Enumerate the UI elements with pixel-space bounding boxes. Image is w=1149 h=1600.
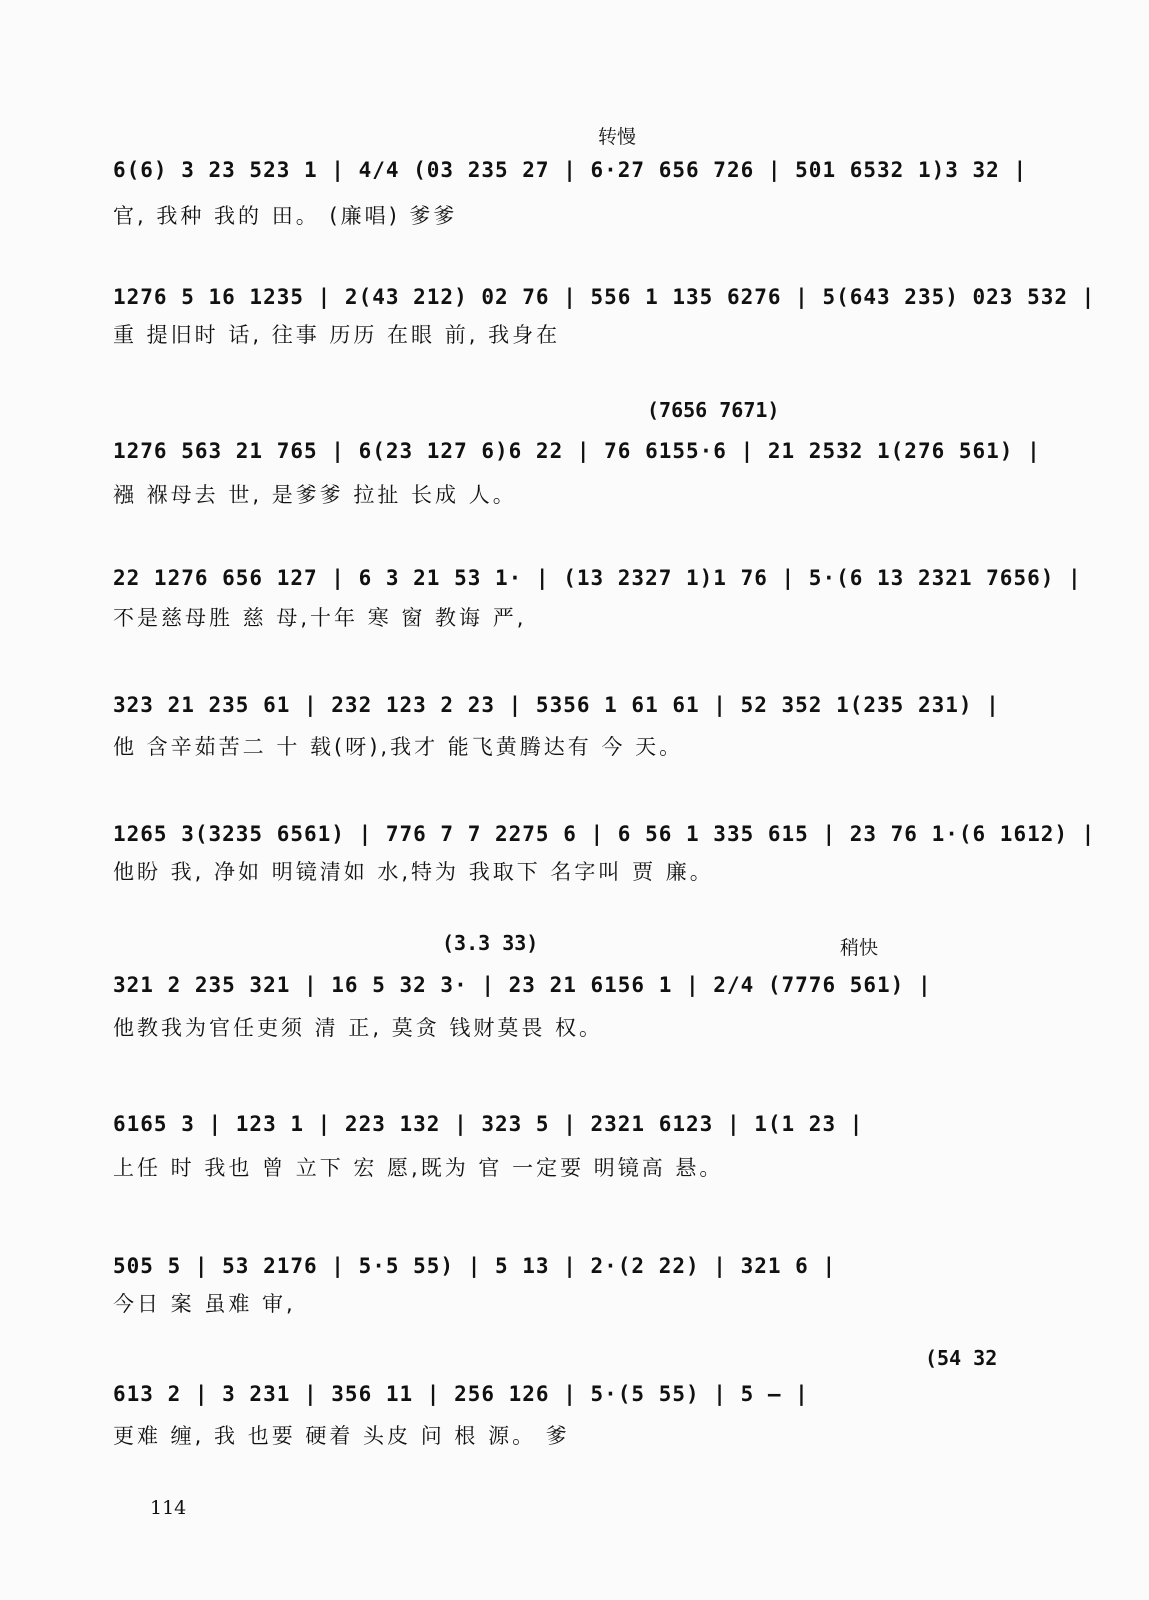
notation-line: 6(6) 3 23 523 1 | 4/4 (03 235 27 | 6·27 656 726 | 501 6532 1)3 32 | bbox=[113, 158, 1028, 182]
lyric-line: 他盼 我, 净如 明镜清如 水,特为 我取下 名字叫 贾 廉。 bbox=[113, 860, 714, 884]
tempo-mark-faster: 稍快 bbox=[840, 937, 879, 959]
notation-line: 505 5 | 53 2176 | 5·5 55) | 5 13 | 2·(2 22) | 321 6 | bbox=[113, 1254, 837, 1278]
notation-line: 321 2 235 321 | 16 5 32 3· | 23 21 6156 1 | 2/4 (7776 561) | bbox=[113, 973, 932, 997]
ornament-notes: (54 32 bbox=[925, 1346, 998, 1370]
lyric-line: 更难 缠, 我 也要 硬着 头皮 问 根 源。 爹 bbox=[113, 1424, 570, 1448]
lyric-line: 重 提旧时 话, 往事 历历 在眼 前, 我身在 bbox=[113, 323, 561, 347]
lyric-line: 今日 案 虽难 审, bbox=[113, 1292, 296, 1316]
lyric-line: 上任 时 我也 曾 立下 宏 愿,既为 官 一定要 明镜高 悬。 bbox=[113, 1156, 724, 1180]
lyric-line: 他教我为官任吏须 清 正, 莫贪 钱财莫畏 权。 bbox=[113, 1016, 604, 1040]
notation-line: 1276 5 16 1235 | 2(43 212) 02 76 | 556 1 135 6276 | 5(643 235) 023 532 | bbox=[113, 285, 1096, 309]
notation-line: 22 1276 656 127 | 6 3 21 53 1· | (13 2327 1)1 76 | 5·(6 13 2321 7656) | bbox=[113, 566, 1082, 590]
notation-line: 613 2 | 3 231 | 356 11 | 256 126 | 5·(5 55) | 5 — | bbox=[113, 1382, 809, 1406]
tempo-mark-slower: 转慢 bbox=[598, 126, 637, 148]
notation-line: 1276 563 21 765 | 6(23 127 6)6 22 | 76 6155·6 | 21 2532 1(276 561) | bbox=[113, 439, 1041, 463]
notation-line: 1265 3(3235 6561) | 776 7 7 2275 6 | 6 56 1 335 615 | 23 76 1·(6 1612) | bbox=[113, 822, 1096, 846]
notation-line: 6165 3 | 123 1 | 223 132 | 323 5 | 2321 6123 | 1(1 23 | bbox=[113, 1112, 864, 1136]
lyric-line: 不是慈母胜 慈 母,十年 寒 窗 教诲 严, bbox=[113, 606, 527, 630]
lyric-line: 他 含辛茹苦二 十 载(呀),我才 能飞黄腾达有 今 天。 bbox=[113, 735, 684, 759]
lyric-line: 襁 褓母去 世, 是爹爹 拉扯 长成 人。 bbox=[113, 483, 517, 507]
ornament-notes: (3.3 33) bbox=[442, 931, 539, 955]
ornament-notes: (7656 7671) bbox=[647, 398, 780, 422]
page-number: 114 bbox=[150, 1497, 187, 1519]
lyric-line: 官, 我种 我的 田。 (廉唱) 爹爹 bbox=[113, 204, 458, 228]
notation-line: 323 21 235 61 | 232 123 2 23 | 5356 1 61 61 | 52 352 1(235 231) | bbox=[113, 693, 1000, 717]
